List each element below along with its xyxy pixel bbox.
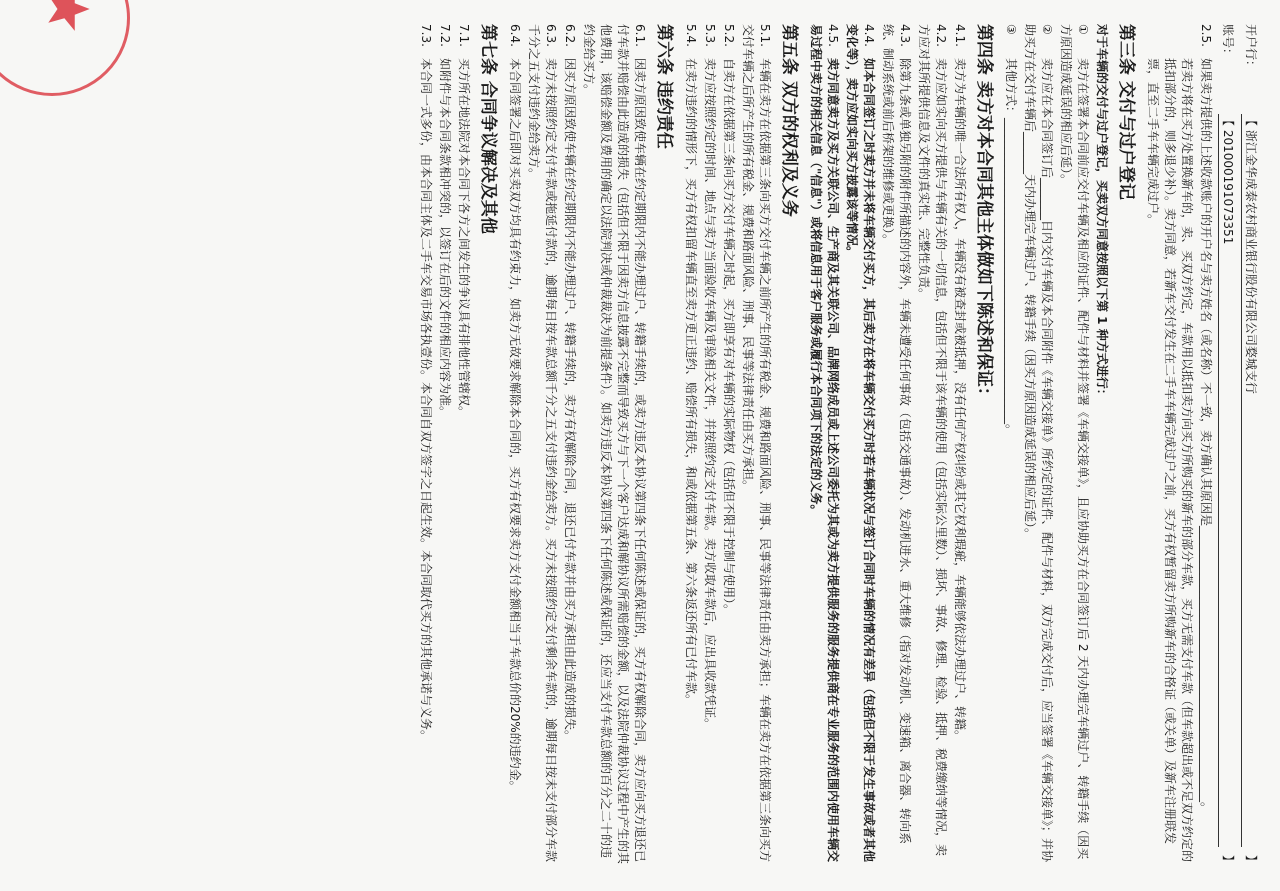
clause-text: 因卖方原因致使车辆在约定期限内不能办理过户、转籍手续的，或卖方违反本协议第四条下任何陈述或保证的，买方有权解除合同，卖方应向买方退还已付车款并赔偿由此造成的损失（包括但不限于因卖方信息披露不完整而导致买方与下一个客户达成和解协议所需赔偿的金额，以及法院仲裁协议过程中产生的其他费用，该赔偿金额及费用的确定以法院判决或仲裁裁决为前提条件）。如卖方违反本协议第四条下任何陈述或保证的，还应当支付车款总额的百分之二十的违约金给买方。 [582, 24, 647, 865]
contract-content [415, 0, 1280, 891]
clause-text: 卖方应按照约定的时间、地点与卖方当面验收车辆及审验相关文件，并按照约定支付车款。卖方收取车款后，应出具收款凭证。 [703, 58, 717, 731]
clause-6-4 [506, 24, 523, 867]
clause-number: 4.4. [862, 24, 876, 47]
clause-2-5 [1197, 24, 1214, 867]
clause-7-3 [417, 24, 434, 867]
clause-text: 车辆在卖方在依据第三条向买方交付车辆之前所产生的所有税金、规费和路面风险、刑事、民事等法律责任由卖方承担；车辆在卖方在依据第三条向买方交付车辆之后所产生的所有税金、规费和路面风险、刑事、民事等法律责任由买方承担。 [741, 24, 772, 863]
clause-text: 本合同一式多份，由本合同主体及二手车交易市场各执壹份。本合同自双方签字之日起生效。本合同取代买方的其他承诺与义务。 [419, 58, 433, 743]
clause-text: 自卖方在依据第三条向买方交付车辆之时起，买方即享有对车辆的实际物权（包括但不限于控制与使用）。 [722, 58, 736, 617]
clause-number: 6.1. [633, 24, 647, 47]
clause-text: 如果卖方提供的上述收款账户的开户名与卖方姓名（或名称）不一致，卖方确认其原因是______________________________________________。 [1199, 58, 1213, 815]
seal-star-icon [46, 0, 92, 32]
option-text: 卖方应在本合同签订后_______日内交付车辆及本合同附件《车辆交接单》所约定的证件、配件与材料，双方完成交付后，应当签署《车辆交接单》；并协助买方在交付车辆后_______天内办理完车辆过户、转籍手续（因买方原因造成延误的相应后延）。 [1023, 24, 1054, 863]
clause-5-1 [739, 24, 773, 867]
clause-4-2 [915, 24, 949, 867]
clause-text: 卖方为车辆的唯一合法所有权人，车辆没有被查封或被抵押，没有任何产权纠纷或其它权利瑕疵，车辆能够依法办理过户、转籍。 [953, 58, 967, 743]
clause-number: 4.5. [826, 24, 840, 47]
clause-number: 4.3. [898, 24, 912, 47]
clause-text: 买方所在地法院对本合同下各方之间发生的争议具有排他性管辖权。 [457, 58, 471, 419]
clause-6-2 [561, 24, 578, 867]
clause-5-3 [701, 24, 718, 867]
clause-text: 除第九条或单独另附的附件所描述的内容外，车辆未遭受任何事故（包括交通事故）、发动机进水、重大维修（指对发动机、变速箱、离合器、转向系统、制动系统或前后桥架的维修或更换）。 [881, 24, 912, 845]
clause-number: 5.3. [703, 24, 717, 47]
option-text: 其他方式：___________________________________________________。 [1004, 58, 1018, 437]
account-row [1218, 24, 1237, 867]
clause-5-2 [720, 24, 737, 867]
clause-text: 卖方同意卖方及买方关联公司、生产商及其关联公司、品牌网络成员或上述公司委托为其或为卖方提供服务的服务提供商在专业服务的范围内使用车辆交易过程中卖方的相关信息（"信息"）或将信息用于客户服务或履行本合同项下的法定的义务。 [809, 24, 840, 863]
clause-number: 7.2. [438, 24, 452, 47]
clause-number: 5.4. [684, 24, 698, 47]
section-4-title: 第四条 卖方对本合同其他主体做如下陈述和保证： [974, 24, 994, 404]
clause-text: 因买方原因致使车辆在约定期限内不能办理过户、转籍手续的，卖方有权解除合同，退还已付车款并由买方承担由此造成的损失。 [563, 58, 577, 743]
option-text: 卖方在签署本合同前应交付车辆及相应的证件、配件与材料并签署《车辆交接单》，且应协助买方在合同签订后 2 天内办理完车辆过户、转籍手续（因买方原因造成延误的相应后延）。 [1059, 24, 1090, 860]
clause-number: 6.3. [544, 24, 558, 47]
account-label: 账号： [1221, 24, 1235, 61]
clause-4-4 [843, 24, 877, 867]
clause-4-3 [879, 24, 913, 867]
bank-close: 】 [1244, 854, 1258, 867]
clause-7-2 [436, 24, 453, 867]
clause-text: 卖方未按照约定支付车款或拖延付款的，逾期每日按车款总额千分之五支付违约金给卖方。买方未按照约定支付剩余车款的，逾期每日按未支付部分车款千分之五支付违约金给卖方。 [527, 24, 558, 863]
clause-number: 7.3. [419, 24, 433, 47]
account-value: 【 201000191073351 [1218, 114, 1237, 847]
clause-2-5-cont: 若卖方将在买方处置换新车的，卖、买双方约定，车款用以抵扣卖方向买方所购买的新车的部分车款，买方无需支付车款（但车款超出或不足双方约定的抵扣部分的，则多退少补）。卖方同意，若新车交付发生在二手车车辆完成过户之前，买方有权暂留卖方所购新车的合格证（或关单）及新车注册联发票，直至二手车车辆完成过户。 [1146, 58, 1194, 863]
clause-6-3 [525, 24, 559, 867]
option-mark: ① [1076, 24, 1090, 35]
clause-text: 本合同签署之后即对买卖双方均具有约束力，如卖方无故要求解除本合同的，买方有权要求卖方支付金额相当于车款总价的20%的违约金。 [508, 58, 522, 793]
clause-number: 5.1. [758, 24, 772, 47]
section-3-intro: 对于车辆的交付与过户登记，买卖双方同意按照以下第 1 种方式进行： [1095, 24, 1109, 401]
section-7-title: 第七条 合同争议解决及其他 [478, 24, 498, 234]
clause-text: 卖方应如实向买方提供与车辆有关的一切信息，包括但不限于该车辆的使用（包括实际公里数）、损坏、事故、修理、检验、抵押、税费缴纳等情况，卖方应对其所提供信息及文件的真实性、完整性负责。 [917, 24, 948, 857]
clause-6-1 [580, 24, 648, 867]
clause-7-1 [455, 24, 472, 867]
clause-5-4 [682, 24, 699, 867]
clause-number: 2.5. [1199, 24, 1213, 47]
bank-label: 开户行： [1244, 24, 1258, 73]
clause-number: 6.2. [563, 24, 577, 47]
clause-text: 如本合同签订之时卖方并未将车辆交付买方，其后卖方在将车辆交付买方时若车辆状况与签订合同时车辆的情况有差异（包括但不限于发生事故或者其他变化等），卖方应如实向买方披露该等情况。 [845, 24, 876, 863]
clause-number: 6.4. [508, 24, 522, 47]
clause-4-1 [951, 24, 968, 867]
option-1 [1057, 24, 1091, 867]
account-close: 】 [1221, 854, 1235, 867]
option-3 [1002, 24, 1019, 867]
section-5-title: 第五条 双方的权利及义务 [779, 24, 799, 217]
clause-4-5 [807, 24, 841, 867]
section-6-title: 第六条 违约责任 [654, 24, 674, 149]
clause-number: 5.2. [722, 24, 736, 47]
clause-text: 在卖方违约的情形下，买方有权扣留车辆直至卖方更正违约、赔偿所有损失，和或依据第五条、第六条返还所有已付车款。 [684, 58, 698, 707]
section-3-title: 第三条 交付与过户登记 [1116, 24, 1136, 200]
clause-text: 如附件与本合同条款相冲突的，以签订在后的文件的相应内容为准。 [438, 58, 452, 419]
bank-value: 【 浙江金华成泰农村商业银行股份有限公司婺城支行 [1241, 114, 1260, 847]
option-2 [1021, 24, 1055, 867]
clause-number: 4.1. [953, 24, 967, 47]
bank-row [1241, 24, 1260, 867]
option-mark: ③ [1004, 24, 1018, 35]
clause-number: 7.1. [457, 24, 471, 47]
clause-number: 4.2. [934, 24, 948, 47]
option-mark: ② [1040, 24, 1054, 35]
